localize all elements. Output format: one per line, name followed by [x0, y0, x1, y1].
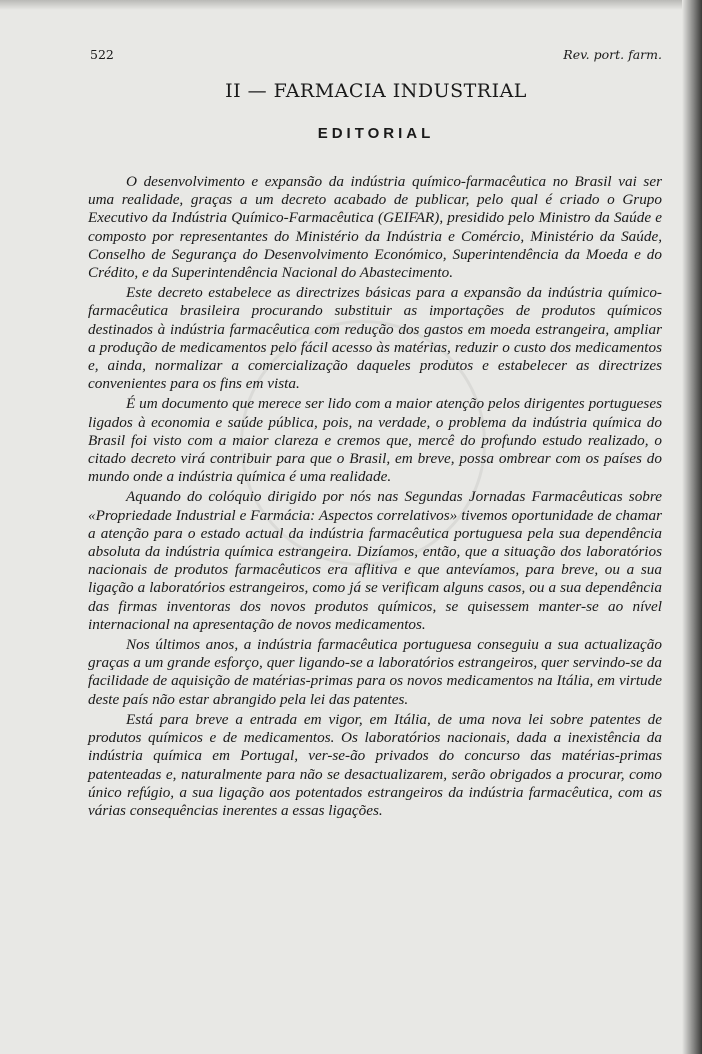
paragraph: É um documento que merece ser lido com a maior atenção pelos dirigentes portugueses ligados à economia e saúde pública, pois, na verdade, o problema da indústria química do Brasil foi visto com a maior clareza e cremos que, mercê do profundo estudo realizado, o citado decreto virá contribuir para que o Brasil, em breve, possa ombrear com os países do mundo onde a indústria química é uma realidade.	[88, 395, 662, 486]
page-number: 522	[90, 47, 114, 62]
article-body	[88, 173, 662, 822]
section-title: II — FARMACIA INDUSTRIAL	[225, 80, 527, 102]
paragraph: Está para breve a entrada em vigor, em Itália, de uma nova lei sobre patentes de produtos químicos e de medicamentos. Os laboratórios nacionais, dada a inexistência da indústria química em Portugal, ver-se-ão privados do concurso das matérias-primas patenteadas e, naturalmente para não se desactualizarem, serão obrigados a procurar, como único refúgio, a sua ligação aos potentados estrangeiros da indústria farmacêutica, com as várias consequências inerentes a essas ligações.	[88, 710, 662, 819]
paragraph: Nos últimos anos, a indústria farmacêutica portuguesa conseguiu a sua actualização graças a um grande esforço, quer ligando-se a laboratórios estrangeiros, quer servindo-se da facilidade de aquisição de matérias-primas para os novos medicamentos na Itália, em virtude deste país não estar abrangido pela lei das patentes.	[88, 636, 662, 708]
journal-title: Rev. port. farm.	[563, 47, 662, 62]
page-binding-edge	[682, 0, 702, 1054]
paragraph: Aquando do colóquio dirigido por nós nas Segundas Jornadas Farmacêuticas sobre «Propriedade Industrial e Farmácia: Aspectos correlativos» tivemos oportunidade de chamar a atenção para o estado actual da indústria farmacêutica portuguesa pela sua dependência absoluta da indústria química estrangeira. Dizíamos, então, que a situação dos laboratórios nacionais de produtos farmacêuticos era aflitiva e que antevíamos, para breve, ou a sua ligação a laboratórios estrangeiros, como já se verificam alguns casos, ou a sua dependência das firmas inventoras dos novos produtos químicos, se quisessem manter-se ao nível internacional na apresentação de novos medicamentos.	[88, 488, 662, 633]
page-top-edge	[0, 0, 702, 10]
paragraph: O desenvolvimento e expansão da indústria químico-farmacêutica no Brasil vai ser uma realidade, graças a um decreto acabado de publicar, pelo qual é criado o Grupo Executivo da Indústria Químico-Farmacêutica (GEIFAR), presidido pelo Ministro da Saúde e composto por representantes do Ministério da Indústria e Comércio, Ministério da Saúde, Conselho de Segurança do Desenvolvimento Económico, Superintendência da Moeda e do Crédito, e da Superintendência Nacional do Abastecimento.	[88, 173, 662, 282]
editorial-heading: EDITORIAL	[317, 125, 435, 142]
paragraph: Este decreto estabelece as directrizes básicas para a expansão da indústria químico-farmacêutica brasileira procurando substituir as importações de produtos químicos destinados à indústria farmacêutica com redução dos gastos em moeda estrangeira, ampliar a produção de medicamentos pelo fácil acesso às matérias, reduzir o custo dos medicamentos e, ainda, normalizar a comercialização daqueles produtos e estabelecer as directrizes convenientes para os fins em vista.	[88, 284, 662, 393]
